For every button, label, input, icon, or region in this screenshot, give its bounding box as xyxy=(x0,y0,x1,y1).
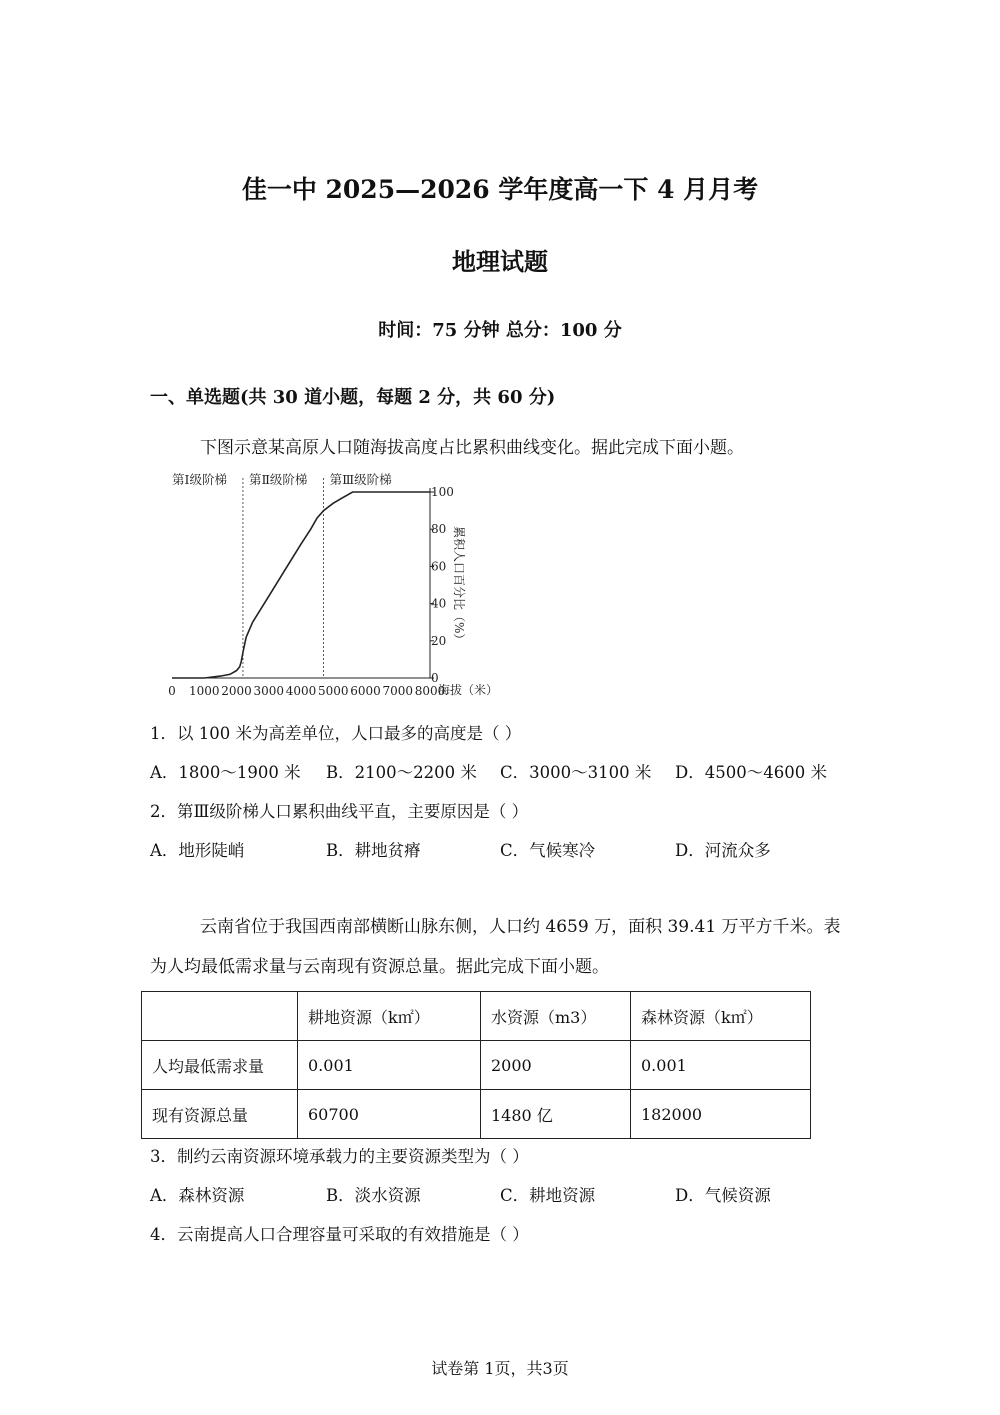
q2-option-c[interactable]: C．气候寒冷 xyxy=(500,841,596,860)
exam-title: 佳一中 2025—2026 学年度高一下 4 月月考 xyxy=(241,175,759,204)
table-header-cell: 水资源（m3） xyxy=(481,992,631,1041)
x-tick-label: 1000 xyxy=(188,684,220,698)
zone-label: 第Ⅲ级阶梯 xyxy=(329,472,392,487)
intro-paragraph-1: 下图示意某高原人口随海拔高度占比累积曲线变化。据此完成下面小题。 xyxy=(200,438,744,458)
table-header-cell: 耕地资源（k㎡） xyxy=(298,992,481,1041)
question-text: 以 100 米为高差单位，人口最多的高度是（ ） xyxy=(177,724,522,743)
table-cell: 现有资源总量 xyxy=(142,1090,298,1139)
intro-paragraph-2-line-1: 云南省位于我国西南部横断山脉东侧，人口约 4659 万，面积 39.41 万平方千米。表 xyxy=(200,917,841,937)
question-4 xyxy=(150,1225,529,1245)
q3-option-b[interactable]: B．淡水资源 xyxy=(326,1186,421,1205)
page-footer: 试卷第 1页，共3页 xyxy=(431,1359,569,1378)
q3-option-a[interactable]: A．森林资源 xyxy=(150,1186,245,1205)
x-tick-label: 8000 xyxy=(414,684,446,698)
q3-option-c[interactable]: C．耕地资源 xyxy=(500,1186,596,1205)
q1-option-d[interactable]: D．4500～4600 米 xyxy=(675,763,827,782)
table-cell: 2000 xyxy=(481,1041,631,1090)
question-text: 制约云南资源环境承载力的主要资源类型为（ ） xyxy=(177,1147,529,1166)
table-cell: 1480 亿 xyxy=(481,1090,631,1139)
x-tick-label: 2000 xyxy=(221,684,252,698)
question-number: 1． xyxy=(150,724,177,743)
y-tick-label: 40 xyxy=(431,596,447,611)
table-cell: 人均最低需求量 xyxy=(142,1041,298,1090)
exam-meta: 时间：75 分钟 总分：100 分 xyxy=(378,320,622,341)
x-tick-label: 5000 xyxy=(317,684,349,698)
y-tick-label: 80 xyxy=(431,522,447,537)
table-row xyxy=(142,1041,811,1090)
question-number: 3． xyxy=(150,1147,177,1166)
y-tick-label: 20 xyxy=(431,633,447,648)
population-cumulative-chart xyxy=(155,462,515,710)
cumulative-population-line xyxy=(172,492,430,678)
x-tick-label: 7000 xyxy=(382,684,414,698)
q2-option-d[interactable]: D．河流众多 xyxy=(675,841,771,860)
table-header-cell: 森林资源（k㎡） xyxy=(631,992,811,1041)
zone-label: 第Ⅱ级阶梯 xyxy=(248,472,308,487)
y-tick-label: 100 xyxy=(431,485,454,499)
question-text: 第Ⅲ级阶梯人口累积曲线平直，主要原因是（ ） xyxy=(177,802,529,821)
table-header-cell xyxy=(142,992,298,1041)
q1-option-a[interactable]: A．1800～1900 米 xyxy=(150,763,301,782)
question-2 xyxy=(150,802,528,822)
q1-option-c[interactable]: C．3000～3100 米 xyxy=(500,763,652,782)
y-tick-label: 60 xyxy=(431,559,447,574)
zone-label: 第Ⅰ级阶梯 xyxy=(172,472,227,487)
question-3 xyxy=(150,1147,529,1167)
table-cell: 182000 xyxy=(631,1090,811,1139)
x-tick-label: 4000 xyxy=(285,684,317,698)
question-number: 2． xyxy=(150,802,177,821)
table-row xyxy=(142,1090,811,1139)
question-number: 4． xyxy=(150,1225,177,1244)
x-tick-label: 6000 xyxy=(350,684,381,698)
question-1 xyxy=(150,724,521,744)
q2-option-b[interactable]: B．耕地贫瘠 xyxy=(326,841,421,860)
q3-option-d[interactable]: D．气候资源 xyxy=(675,1186,771,1205)
table-cell: 0.001 xyxy=(631,1041,811,1090)
question-text: 云南提高人口合理容量可采取的有效措施是（ ） xyxy=(177,1225,529,1244)
table-cell: 60700 xyxy=(298,1090,481,1139)
y-axis-label: 累积人口百分比（%） xyxy=(452,526,466,646)
intro-paragraph-2-line-2: 为人均最低需求量与云南现有资源总量。据此完成下面小题。 xyxy=(150,957,609,977)
table-header-row xyxy=(142,992,811,1041)
q1-option-b[interactable]: B．2100～2200 米 xyxy=(326,763,477,782)
section-heading: 一、单选题(共 30 道小题，每题 2 分，共 60 分) xyxy=(150,387,556,408)
x-tick-label: 0 xyxy=(168,684,176,698)
q2-option-a[interactable]: A．地形陡峭 xyxy=(150,841,245,860)
x-axis-label: 海拔（米） xyxy=(438,683,499,697)
exam-subject: 地理试题 xyxy=(452,247,548,276)
resource-table xyxy=(141,991,811,1139)
y-tick-label: 0 xyxy=(431,671,439,685)
table-cell: 0.001 xyxy=(298,1041,481,1090)
x-tick-label: 3000 xyxy=(253,684,285,698)
